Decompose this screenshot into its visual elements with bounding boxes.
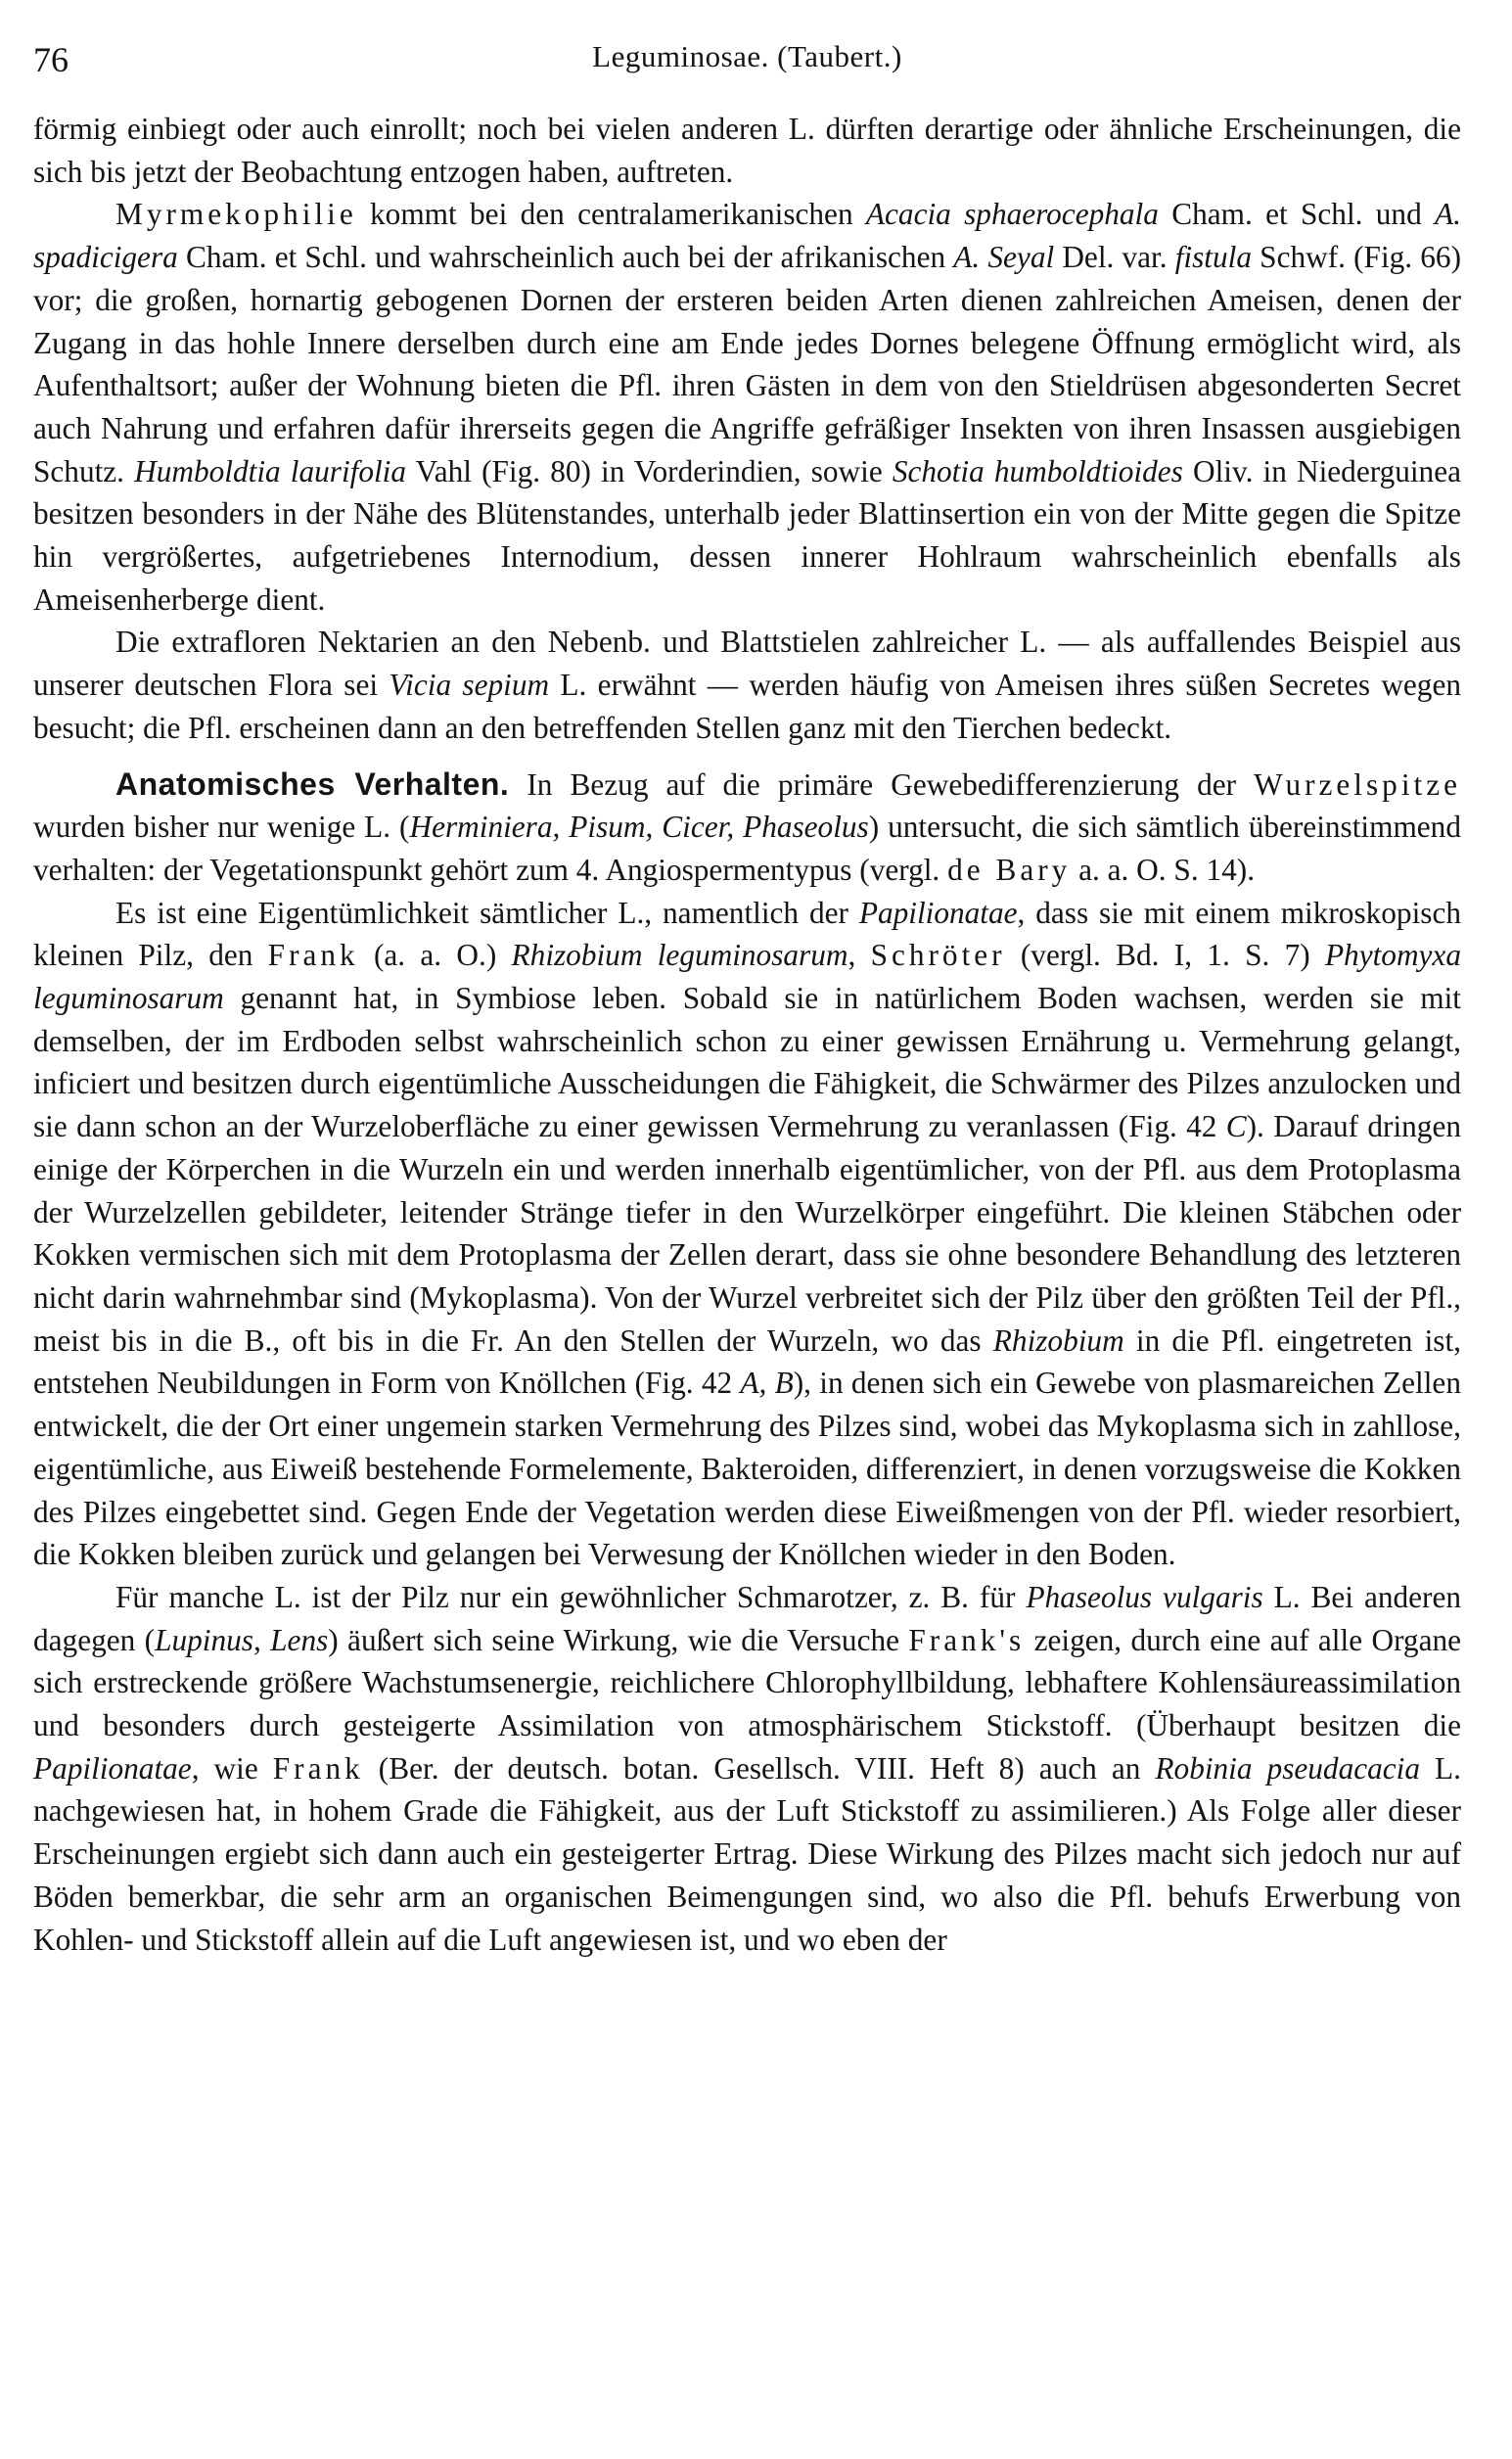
- text-run: L. erwähnt — werden häufig von Ameisen ihres süßen Secretes wegen besucht; die Pfl. erscheinen dann an den betreffenden Stellen ganz mit den Tierchen bedeckt.: [33, 668, 1462, 745]
- paragraph: [33, 892, 1461, 1576]
- italic-term: Rhizobium: [992, 1322, 1124, 1358]
- paragraph: [33, 193, 1461, 621]
- spaced-term: Myrmekophilie: [115, 197, 357, 232]
- text-run: ) untersucht, die sich sämtlich übereinstimmend verhalten: der Vegetationspunkt gehört zum 4. Angiospermentypus (vergl.: [33, 810, 1461, 887]
- text-run: Schwf. (Fig. 66) vor; die großen, hornartig gebogenen Dornen der ersteren beiden Arten dienen zahlreichen Ameisen, denen der Zugang in das hohle Innere derselben durch eine am Ende jedes Dornes belegene Öffnung ermöglicht wird, als Aufenthaltsort; außer der Wohnung bieten die Pfl. ihren Gästen in dem von den Stieldrüsen abgesonderten Secret auch Nahrung und erfahren dafür ihrerseits gegen die Angriffe gefräßiger Insekten von ihren Insassen ausgiebigen Schutz.: [33, 240, 1461, 488]
- italic-term: Acacia sphaerocephala: [865, 197, 1159, 232]
- italic-term: C: [1225, 1109, 1247, 1144]
- italic-term: Lens: [270, 1622, 329, 1657]
- running-head: Leguminosae. (Taubert.): [592, 39, 902, 73]
- text-run: förmig einbiegt oder auch einrollt; noch bei vielen anderen L. dürften derartige oder ähnliche Erscheinungen, die sich bis jetzt der Beobachtung entzogen haben, auftreten.: [33, 112, 1461, 189]
- text-run: kommt bei den centralamerikanischen: [356, 197, 866, 232]
- text-run: zeigen, durch eine auf alle Organe sich erstreckende größere Wachstumsenergie, reichlichere Chlorophyllbildung, lebhaftere Kohlensäureassimilation und besonders durch gesteigerte Assimilation von atmosphärischem Stickstoff. (Überhaupt besitzen die: [33, 1622, 1462, 1743]
- text-run: Oliv. in Niederguinea besitzen besonders in der Nähe des Blütenstandes, unterhalb jeder Blattinsertion ein von der Mitte gegen die Spitze hin vergrößertes, aufgetriebenes Internodium, dessen innerer Hohlraum wahrscheinlich ebenfalls als Ameisenherberge dient.: [33, 453, 1461, 617]
- text-run: ,: [252, 1622, 271, 1657]
- text-run: (a. a. O.): [358, 938, 512, 973]
- text-run: Für manche L. ist der Pilz nur ein gewöhnlicher Schmarotzer, z. B. für: [115, 1579, 1027, 1614]
- section-heading: Anatomisches Verhalten.: [115, 766, 510, 802]
- italic-term: A. spadicigera: [33, 197, 1461, 275]
- text-run: Vahl (Fig. 80) in Vorderindien, sowie: [406, 453, 893, 488]
- text-run: ), in denen sich ein Gewebe von plasmareichen Zellen entwickelt, die der Ort einer ungemein starken Vermehrung des Pilzes sind, wobei das Mykoplasma sich in zahllose, eigentümliche, aus Eiweiß bestehende Formelemente, Bakteroiden, differenziert, in denen vorzugsweise die Kokken des Pilzes eingebettet sind. Gegen Ende der Vegetation werden diese Eiweißmengen von der Pfl. wieder resorbiert, die Kokken bleiben zurück und gelangen bei Verwesung der Knöllchen wieder in den Boden.: [33, 1366, 1461, 1572]
- text-run: Die extrafloren Nektarien an den Nebenb. und Blattstielen zahlreicher L. — als auffallendes Beispiel aus unserer deutschen Flora sei: [33, 625, 1461, 703]
- text-run: Cham. et Schl. und: [1158, 197, 1436, 232]
- text-run: L. Bei anderen dagegen (: [33, 1579, 1461, 1657]
- text-run: (vergl. Bd. I, 1. S. 7): [1005, 938, 1325, 973]
- page-number: 76: [33, 40, 69, 79]
- text-run: ). Darauf dringen einige der Körperchen in die Wurzeln ein und werden innerhalb eigentümlicher, von der Pfl. aus dem Protoplasma der Wurzelzellen gebildeter, leitender Stränge tiefer in den Wurzelkörper eingeführt. Die kleinen Stäbchen oder Kokken vermischen sich mit dem Protoplasma der Zellen derart, dass sie ohne besondere Behandlung des letzteren nicht darin wahrnehmbar sind (Mykoplasma). Von der Wurzel verbreitet sich der Pilz über den größten Teil der Pfl., meist bis in die B., oft bis in die Fr. An den Stellen der Wurzeln, wo das: [33, 1109, 1461, 1358]
- italic-term: Schotia humboldtioides: [892, 453, 1183, 488]
- text-run: ) äußert sich seine Wirkung, wie die Versuche: [328, 1622, 909, 1657]
- text-run: ,: [848, 938, 871, 973]
- paragraph: [33, 764, 1461, 892]
- text-run: genannt hat, in Symbiose leben. Sobald sie in natürlichem Boden wachsen, werden sie mit demselben, der im Erdboden selbst wahrscheinlich schon zu einer gewissen Ernährung u. Vermehrung gelangt, inficiert und besitzen durch eigentümliche Ausscheidungen die Fähigkeit, die Schwärmer des Pilzes anzulocken und sie dann schon an der Wurzeloberfläche zu einer gewissen Vermehrung zu veranlassen (Fig. 42: [33, 981, 1461, 1144]
- spaced-term: Schröter: [870, 938, 1006, 973]
- paragraph: [33, 108, 1461, 193]
- italic-term: Vicia sepium: [389, 668, 550, 703]
- spaced-term: Frank's: [908, 1622, 1026, 1657]
- text-run: Es ist eine Eigentümlichkeit sämtlicher L., namentlich der: [115, 895, 859, 930]
- body-text: [33, 108, 1461, 1961]
- spaced-term: Frank: [272, 1750, 364, 1786]
- text-run: In Bezug auf die primäre Gewebedifferenzierung der: [509, 766, 1255, 802]
- text-run: , wie: [191, 1750, 273, 1786]
- text-run: wurden bisher nur wenige L. (: [33, 810, 410, 845]
- italic-term: Papilionatae: [858, 895, 1018, 930]
- text-run: Del. var.: [1054, 240, 1175, 275]
- text-run: Cham. et Schl. und wahrscheinlich auch bei der afrikanischen: [177, 240, 954, 275]
- text-run: , dass sie mit einem mikroskopisch kleinen Pilz, den: [33, 895, 1461, 973]
- italic-term: Humboldtia laurifolia: [134, 453, 407, 488]
- italic-term: A, B: [740, 1366, 794, 1401]
- italic-term: Robinia pseudacacia: [1155, 1750, 1420, 1786]
- italic-term: Phytomyxa leguminosarum: [33, 938, 1461, 1016]
- italic-term: Rhizobium leguminosarum: [511, 938, 848, 973]
- italic-term: Lupinus: [155, 1622, 253, 1657]
- italic-term: Herminiera, Pisum, Cicer, Phaseolus: [409, 810, 869, 845]
- spaced-term: Wurzelspitze: [1254, 766, 1462, 802]
- italic-term: Phaseolus vulgaris: [1026, 1579, 1263, 1614]
- paragraph: [33, 621, 1461, 749]
- text-run: a. a. O. S. 14).: [1071, 852, 1256, 887]
- spaced-term: Frank: [267, 938, 359, 973]
- italic-term: Papilionatae: [33, 1750, 192, 1786]
- spaced-term: de Bary: [947, 852, 1072, 887]
- italic-term: fistula: [1174, 240, 1252, 275]
- text-run: in die Pfl. eingetreten ist, entstehen Neubildungen in Form von Knöllchen (Fig. 42: [33, 1322, 1461, 1401]
- text-run: (Ber. der deutsch. botan. Gesellsch. VIII. Heft 8) auch an: [363, 1750, 1156, 1786]
- page-header: [33, 39, 1461, 108]
- paragraph: [33, 1576, 1461, 1961]
- text-run: L. nachgewiesen hat, in hohem Grade die Fähigkeit, aus der Luft Stickstoff zu assimilieren.) Als Folge aller dieser Erscheinungen ergiebt sich dann auch ein gesteigerter Ertrag. Diese Wirkung des Pilzes macht sich jedoch nur auf Böden bemerkbar, die sehr arm an organischen Beimengungen sind, wo also die Pfl. behufs Erwerbung von Kohlen- und Stickstoff allein auf die Luft angewiesen ist, und wo eben der: [33, 1750, 1461, 1957]
- italic-term: A. Seyal: [953, 240, 1055, 275]
